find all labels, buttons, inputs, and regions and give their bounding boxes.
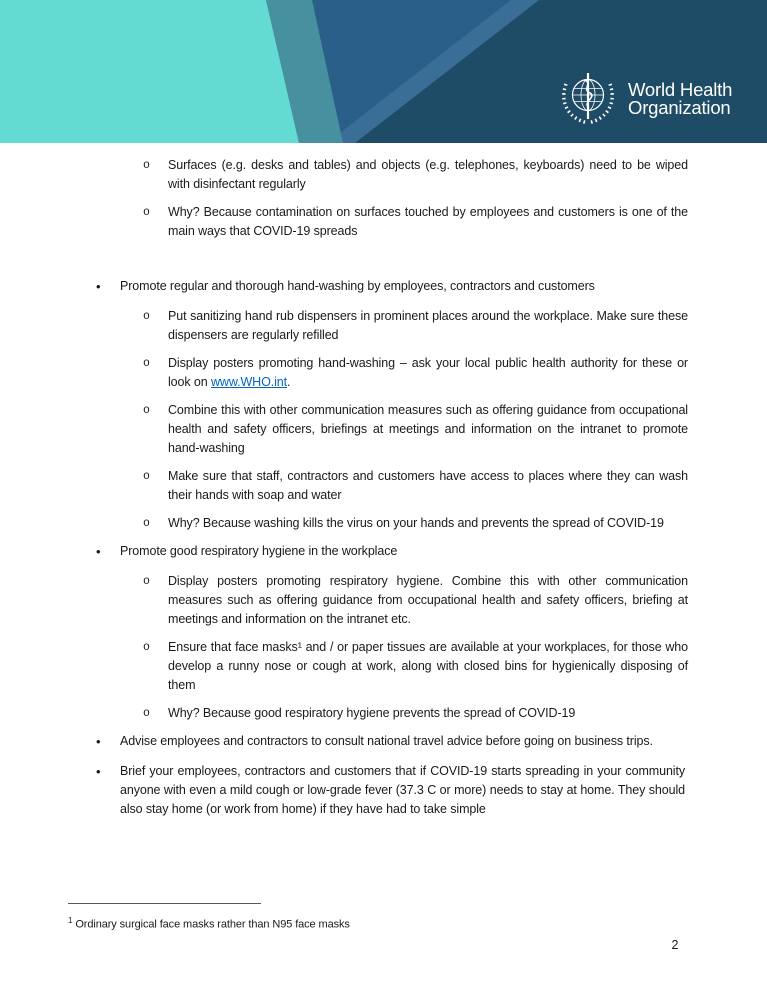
dot-bullet: • xyxy=(96,279,101,294)
bullet-item xyxy=(0,762,767,819)
who-emblem-icon xyxy=(556,70,620,128)
who-logo xyxy=(556,70,732,128)
header-banner xyxy=(0,0,767,143)
paragraph-text: Advise employees and contractors to consult national travel advice before going on business trips. xyxy=(120,734,653,748)
bullet-item xyxy=(0,277,767,296)
paragraph-text: Combine this with other communication measures such as offering guidance from occupational health and safety officers, briefings at meetings and information on the intranet to promote hand-washing xyxy=(168,403,688,455)
paragraph-text-segment: . xyxy=(286,375,291,389)
dot-bullet: • xyxy=(96,764,101,779)
sub-bullet-item xyxy=(0,307,767,345)
sub-bullet-item xyxy=(0,638,767,695)
paragraph-text: Why? Because washing kills the virus on your hands and prevents the spread of COVID-19 xyxy=(168,516,664,530)
sub-bullet-item xyxy=(0,203,767,241)
paragraph-text: Make sure that staff, contractors and customers have access to places where they can wash their hands with soap and water xyxy=(168,469,688,502)
circle-bullet: o xyxy=(143,707,150,720)
sub-bullet-item xyxy=(0,467,767,505)
page-number: 2 xyxy=(671,938,679,952)
document-body xyxy=(0,156,767,830)
paragraph-text: Why? Because good respiratory hygiene prevents the spread of COVID-19 xyxy=(168,706,576,720)
paragraph-text xyxy=(168,354,688,392)
footnote xyxy=(68,913,350,933)
sub-bullet-item xyxy=(0,156,767,194)
paragraph-text-segment: Display posters promoting hand-washing – ask your local public health authority for these or look on xyxy=(168,356,688,389)
bullet-item xyxy=(0,732,767,751)
paragraph-text: Put sanitizing hand rub dispensers in prominent places around the workplace. Make sure these dispensers are regularly refilled xyxy=(168,309,688,342)
footnote-text: Ordinary surgical face masks rather than N95 face masks xyxy=(72,918,350,931)
paragraph-text: Display posters promoting respiratory hygiene. Combine this with other communication measures such as offering guidance from occupational health and safety officers, briefing at meetings and information on the intranet etc. xyxy=(168,574,688,626)
circle-bullet: o xyxy=(143,357,150,370)
circle-bullet: o xyxy=(143,310,150,323)
who-logo-line2: Organization xyxy=(628,97,731,118)
who-int-link[interactable]: www.WHO.int xyxy=(210,375,287,389)
circle-bullet: o xyxy=(143,517,150,530)
dot-bullet: • xyxy=(96,734,101,749)
sub-bullet-item xyxy=(0,354,767,392)
footnote-divider xyxy=(68,903,261,904)
paragraph-text: Promote regular and thorough hand-washing by employees, contractors and customers xyxy=(120,279,595,293)
paragraph-text: Surfaces (e.g. desks and tables) and objects (e.g. telephones, keyboards) need to be wiped with disinfectant regularly xyxy=(168,158,688,191)
paragraph-text: Why? Because contamination on surfaces touched by employees and customers is one of the main ways that COVID-19 spreads xyxy=(168,205,688,238)
sub-bullet-item xyxy=(0,572,767,629)
paragraph-text: Ensure that face masks¹ and / or paper tissues are available at your workplaces, for those who develop a runny nose or cough at work, along with closed bins for hygienically disposing of them xyxy=(168,640,688,692)
circle-bullet: o xyxy=(143,159,150,172)
circle-bullet: o xyxy=(143,404,150,417)
sub-bullet-item xyxy=(0,514,767,533)
circle-bullet: o xyxy=(143,470,150,483)
circle-bullet: o xyxy=(143,575,150,588)
footnote-marker: 1 xyxy=(68,916,73,925)
circle-bullet: o xyxy=(143,206,150,219)
who-logo-line1: World Health xyxy=(628,79,733,100)
paragraph-text: Promote good respiratory hygiene in the workplace xyxy=(120,544,398,558)
sub-bullet-item xyxy=(0,704,767,723)
paragraph-text: Brief your employees, contractors and customers that if COVID-19 starts spreading in your community anyone with even a mild cough or low-grade fever (37.3 C or more) needs to stay at home. They should also stay home (or work from home) if they have had to take simple xyxy=(120,764,685,816)
circle-bullet: o xyxy=(143,641,150,654)
bullet-item xyxy=(0,542,767,561)
who-logo-text xyxy=(628,81,732,117)
sub-bullet-item xyxy=(0,401,767,458)
dot-bullet: • xyxy=(96,544,101,559)
